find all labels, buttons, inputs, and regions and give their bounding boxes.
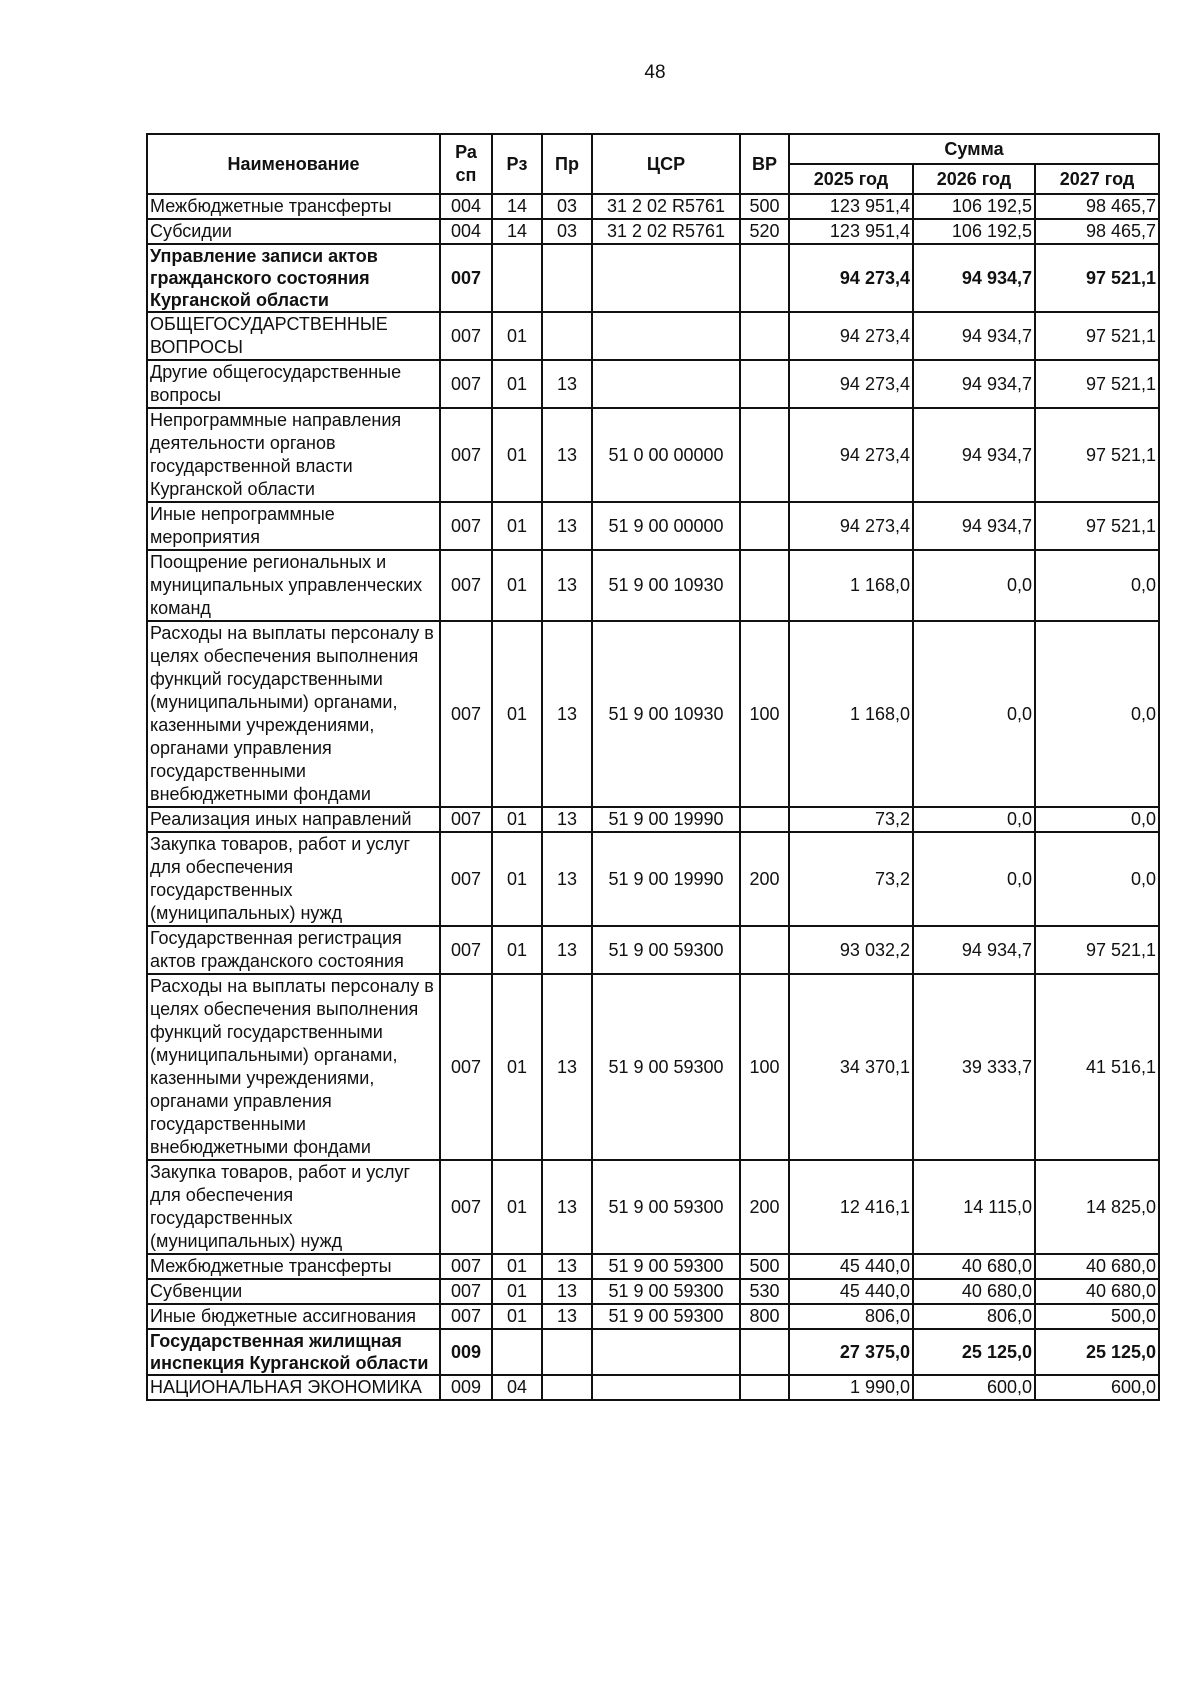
cell-rz: 01	[492, 360, 542, 408]
cell-vr	[740, 312, 789, 360]
cell-sum-2026: 94 934,7	[913, 244, 1035, 312]
cell-sum-2025: 94 273,4	[789, 502, 913, 550]
cell-pr: 13	[542, 1160, 592, 1254]
cell-pr: 13	[542, 550, 592, 621]
header-year-2027: 2027 год	[1035, 164, 1159, 194]
cell-csr: 51 9 00 19990	[592, 832, 740, 926]
cell-sum-2025: 34 370,1	[789, 974, 913, 1160]
cell-sum-2026: 0,0	[913, 807, 1035, 832]
cell-name: Иные бюджетные ассигнования	[147, 1304, 440, 1329]
cell-sum-2026: 94 934,7	[913, 312, 1035, 360]
cell-sum-2025: 27 375,0	[789, 1329, 913, 1375]
table-row	[147, 219, 1159, 244]
cell-csr: 51 9 00 59300	[592, 1279, 740, 1304]
cell-name: Субсидии	[147, 219, 440, 244]
table-row	[147, 244, 1159, 312]
cell-sum-2025: 1 168,0	[789, 550, 913, 621]
cell-name: Управление записи актов гражданского состояния Курганской области	[147, 244, 440, 312]
header-sum: Сумма	[789, 134, 1159, 164]
cell-rz	[492, 1329, 542, 1375]
cell-sum-2025: 94 273,4	[789, 244, 913, 312]
cell-sum-2027: 97 521,1	[1035, 408, 1159, 502]
table-row	[147, 360, 1159, 408]
cell-csr: 51 9 00 59300	[592, 1254, 740, 1279]
cell-name: Межбюджетные трансферты	[147, 1254, 440, 1279]
cell-sum-2026: 14 115,0	[913, 1160, 1035, 1254]
cell-rz: 01	[492, 502, 542, 550]
cell-pr: 13	[542, 621, 592, 807]
cell-csr	[592, 312, 740, 360]
cell-csr: 31 2 02 R5761	[592, 194, 740, 219]
table-row	[147, 832, 1159, 926]
cell-vr: 200	[740, 1160, 789, 1254]
cell-sum-2027: 0,0	[1035, 550, 1159, 621]
cell-name: Закупка товаров, работ и услуг для обеспечения государственных (муниципальных) нужд	[147, 832, 440, 926]
cell-name: Государственная жилищная инспекция Курганской области	[147, 1329, 440, 1375]
cell-pr: 13	[542, 926, 592, 974]
table-row	[147, 807, 1159, 832]
cell-sum-2026: 94 934,7	[913, 502, 1035, 550]
cell-vr	[740, 926, 789, 974]
cell-sum-2026: 600,0	[913, 1375, 1035, 1400]
cell-rasp: 007	[440, 550, 492, 621]
cell-rz: 04	[492, 1375, 542, 1400]
cell-rz: 01	[492, 1254, 542, 1279]
cell-name: Иные непрограммные мероприятия	[147, 502, 440, 550]
cell-pr	[542, 1375, 592, 1400]
table-row	[147, 550, 1159, 621]
cell-pr: 03	[542, 194, 592, 219]
cell-sum-2026: 94 934,7	[913, 360, 1035, 408]
cell-sum-2025: 806,0	[789, 1304, 913, 1329]
cell-name: Закупка товаров, работ и услуг для обеспечения государственных (муниципальных) нужд	[147, 1160, 440, 1254]
cell-sum-2027: 41 516,1	[1035, 974, 1159, 1160]
cell-sum-2027: 40 680,0	[1035, 1279, 1159, 1304]
cell-vr	[740, 1375, 789, 1400]
cell-sum-2027: 97 521,1	[1035, 926, 1159, 974]
cell-name: Государственная регистрация актов гражданского состояния	[147, 926, 440, 974]
cell-sum-2026: 39 333,7	[913, 974, 1035, 1160]
cell-csr: 51 9 00 10930	[592, 621, 740, 807]
cell-csr: 51 9 00 59300	[592, 974, 740, 1160]
cell-name: Субвенции	[147, 1279, 440, 1304]
cell-rasp: 007	[440, 926, 492, 974]
cell-sum-2025: 94 273,4	[789, 360, 913, 408]
cell-sum-2025: 12 416,1	[789, 1160, 913, 1254]
cell-sum-2025: 45 440,0	[789, 1254, 913, 1279]
cell-rasp: 007	[440, 360, 492, 408]
cell-csr: 31 2 02 R5761	[592, 219, 740, 244]
cell-sum-2026: 94 934,7	[913, 408, 1035, 502]
cell-pr	[542, 312, 592, 360]
cell-pr: 13	[542, 1254, 592, 1279]
header-rasp: Ра сп	[440, 134, 492, 194]
cell-sum-2026: 0,0	[913, 621, 1035, 807]
table-row	[147, 1254, 1159, 1279]
cell-sum-2025: 94 273,4	[789, 312, 913, 360]
cell-sum-2026: 806,0	[913, 1304, 1035, 1329]
cell-sum-2027: 40 680,0	[1035, 1254, 1159, 1279]
cell-sum-2026: 106 192,5	[913, 219, 1035, 244]
cell-rz: 01	[492, 807, 542, 832]
cell-sum-2026: 94 934,7	[913, 926, 1035, 974]
table-row	[147, 312, 1159, 360]
cell-name: Поощрение региональных и муниципальных управленческих команд	[147, 550, 440, 621]
cell-vr	[740, 550, 789, 621]
cell-name: ОБЩЕГОСУДАРСТВЕННЫЕ ВОПРОСЫ	[147, 312, 440, 360]
cell-pr	[542, 1329, 592, 1375]
cell-sum-2027: 98 465,7	[1035, 219, 1159, 244]
cell-rz: 01	[492, 1279, 542, 1304]
cell-sum-2025: 1 990,0	[789, 1375, 913, 1400]
cell-sum-2025: 73,2	[789, 832, 913, 926]
cell-rasp: 007	[440, 832, 492, 926]
cell-sum-2025: 93 032,2	[789, 926, 913, 974]
cell-sum-2026: 40 680,0	[913, 1254, 1035, 1279]
cell-name: Другие общегосударственные вопросы	[147, 360, 440, 408]
cell-vr	[740, 408, 789, 502]
cell-rz: 01	[492, 926, 542, 974]
cell-sum-2026: 0,0	[913, 550, 1035, 621]
table-row	[147, 1160, 1159, 1254]
cell-sum-2025: 123 951,4	[789, 219, 913, 244]
table-row	[147, 1304, 1159, 1329]
cell-csr: 51 0 00 00000	[592, 408, 740, 502]
cell-vr: 500	[740, 1254, 789, 1279]
cell-rasp: 009	[440, 1329, 492, 1375]
header-year-2025: 2025 год	[789, 164, 913, 194]
cell-sum-2027: 98 465,7	[1035, 194, 1159, 219]
table-row	[147, 1279, 1159, 1304]
header-year-2026: 2026 год	[913, 164, 1035, 194]
cell-pr: 03	[542, 219, 592, 244]
cell-vr: 200	[740, 832, 789, 926]
cell-sum-2027: 97 521,1	[1035, 502, 1159, 550]
table-row	[147, 408, 1159, 502]
cell-sum-2025: 73,2	[789, 807, 913, 832]
page-number: 48	[644, 62, 666, 83]
cell-rz: 01	[492, 621, 542, 807]
cell-csr	[592, 360, 740, 408]
cell-rz	[492, 244, 542, 312]
cell-rasp: 007	[440, 621, 492, 807]
cell-sum-2027: 0,0	[1035, 807, 1159, 832]
cell-rasp: 009	[440, 1375, 492, 1400]
cell-sum-2027: 14 825,0	[1035, 1160, 1159, 1254]
cell-csr: 51 9 00 00000	[592, 502, 740, 550]
cell-sum-2027: 0,0	[1035, 621, 1159, 807]
cell-rz: 14	[492, 194, 542, 219]
budget-table	[146, 133, 1160, 1401]
table-row	[147, 621, 1159, 807]
cell-rasp: 007	[440, 408, 492, 502]
cell-name: НАЦИОНАЛЬНАЯ ЭКОНОМИКА	[147, 1375, 440, 1400]
cell-vr	[740, 807, 789, 832]
cell-csr	[592, 1375, 740, 1400]
cell-name: Межбюджетные трансферты	[147, 194, 440, 219]
cell-sum-2027: 0,0	[1035, 832, 1159, 926]
cell-sum-2026: 0,0	[913, 832, 1035, 926]
table-row	[147, 194, 1159, 219]
cell-sum-2027: 97 521,1	[1035, 312, 1159, 360]
cell-pr: 13	[542, 1304, 592, 1329]
cell-csr	[592, 1329, 740, 1375]
table-header	[147, 134, 1159, 194]
cell-sum-2026: 25 125,0	[913, 1329, 1035, 1375]
cell-csr	[592, 244, 740, 312]
cell-rasp: 007	[440, 1279, 492, 1304]
cell-csr: 51 9 00 59300	[592, 1304, 740, 1329]
cell-name: Расходы на выплаты персоналу в целях обеспечения выполнения функций государственными (муниципальными) органами, казенными учреждениями, органами управления государственными внебюджетными фондами	[147, 974, 440, 1160]
cell-vr: 100	[740, 621, 789, 807]
cell-vr: 100	[740, 974, 789, 1160]
cell-sum-2027: 97 521,1	[1035, 360, 1159, 408]
cell-pr: 13	[542, 807, 592, 832]
table-row	[147, 926, 1159, 974]
cell-vr: 500	[740, 194, 789, 219]
cell-sum-2025: 45 440,0	[789, 1279, 913, 1304]
cell-rasp: 007	[440, 1160, 492, 1254]
header-csr: ЦСР	[592, 134, 740, 194]
cell-rasp: 007	[440, 502, 492, 550]
cell-vr: 520	[740, 219, 789, 244]
cell-rasp: 007	[440, 244, 492, 312]
table-row	[147, 502, 1159, 550]
cell-rasp: 007	[440, 1254, 492, 1279]
cell-vr	[740, 244, 789, 312]
table-body	[147, 194, 1159, 1400]
cell-pr: 13	[542, 502, 592, 550]
cell-vr	[740, 502, 789, 550]
cell-rz: 01	[492, 1304, 542, 1329]
table-row	[147, 974, 1159, 1160]
cell-csr: 51 9 00 59300	[592, 926, 740, 974]
cell-rasp: 007	[440, 1304, 492, 1329]
cell-pr: 13	[542, 360, 592, 408]
cell-csr: 51 9 00 10930	[592, 550, 740, 621]
cell-sum-2026: 40 680,0	[913, 1279, 1035, 1304]
cell-rasp: 007	[440, 807, 492, 832]
cell-vr: 530	[740, 1279, 789, 1304]
header-vr: ВР	[740, 134, 789, 194]
cell-rz: 14	[492, 219, 542, 244]
cell-sum-2025: 94 273,4	[789, 408, 913, 502]
cell-sum-2027: 500,0	[1035, 1304, 1159, 1329]
cell-rz: 01	[492, 1160, 542, 1254]
cell-name: Непрограммные направления деятельности органов государственной власти Курганской области	[147, 408, 440, 502]
cell-rz: 01	[492, 312, 542, 360]
cell-rasp: 007	[440, 312, 492, 360]
cell-sum-2027: 25 125,0	[1035, 1329, 1159, 1375]
header-rz: Рз	[492, 134, 542, 194]
table-row	[147, 1375, 1159, 1400]
cell-vr: 800	[740, 1304, 789, 1329]
cell-rz: 01	[492, 974, 542, 1160]
cell-sum-2027: 600,0	[1035, 1375, 1159, 1400]
cell-sum-2025: 123 951,4	[789, 194, 913, 219]
cell-sum-2026: 106 192,5	[913, 194, 1035, 219]
cell-name: Реализация иных направлений	[147, 807, 440, 832]
cell-name: Расходы на выплаты персоналу в целях обеспечения выполнения функций государственными (муниципальными) органами, казенными учреждениями, органами управления государственными внебюджетными фондами	[147, 621, 440, 807]
cell-vr	[740, 1329, 789, 1375]
cell-vr	[740, 360, 789, 408]
cell-pr: 13	[542, 1279, 592, 1304]
cell-sum-2027: 97 521,1	[1035, 244, 1159, 312]
header-name: Наименование	[147, 134, 440, 194]
cell-rz: 01	[492, 408, 542, 502]
table-row	[147, 1329, 1159, 1375]
cell-pr: 13	[542, 974, 592, 1160]
cell-rasp: 004	[440, 194, 492, 219]
cell-pr	[542, 244, 592, 312]
cell-pr: 13	[542, 408, 592, 502]
cell-pr: 13	[542, 832, 592, 926]
cell-rz: 01	[492, 832, 542, 926]
cell-csr: 51 9 00 19990	[592, 807, 740, 832]
cell-rasp: 007	[440, 974, 492, 1160]
header-pr: Пр	[542, 134, 592, 194]
cell-rz: 01	[492, 550, 542, 621]
cell-sum-2025: 1 168,0	[789, 621, 913, 807]
cell-csr: 51 9 00 59300	[592, 1160, 740, 1254]
cell-rasp: 004	[440, 219, 492, 244]
